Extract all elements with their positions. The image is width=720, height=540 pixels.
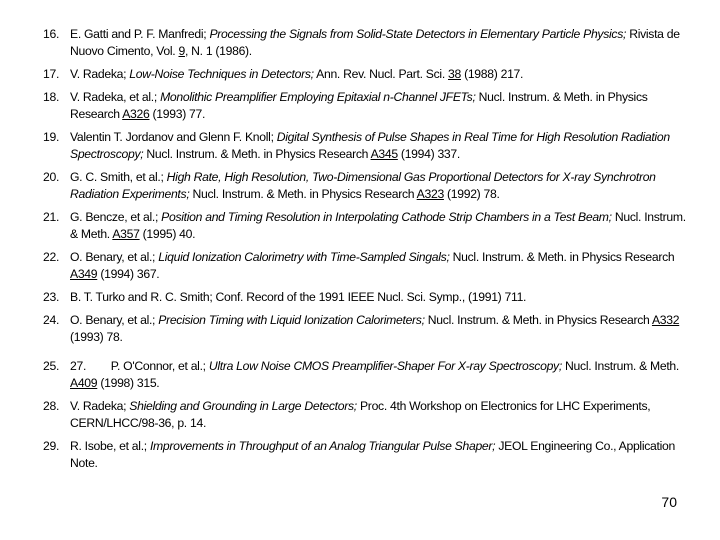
reference-number: 22. — [43, 250, 60, 264]
reference-item — [43, 209, 693, 243]
reference-number: 20. — [43, 170, 60, 184]
volume-number: 38 — [448, 67, 461, 81]
reference-item — [43, 358, 693, 392]
volume-number: A409 — [70, 376, 98, 390]
reference-item — [43, 438, 693, 472]
reference-segment: Nucl. Instrum. & Meth. in Physics Research — [143, 147, 371, 161]
reference-number: 18. — [43, 90, 60, 104]
reference-text — [70, 89, 693, 123]
reference-segment: O. Benary, et al.; — [70, 250, 159, 264]
reference-title: High Rate, High Resolution, Two-Dimensional Gas Proportional Detectors for X-ray Synchrotron Radiation Experiments; — [70, 170, 656, 201]
reference-segment: (1994) 367. — [97, 267, 160, 281]
reference-text — [70, 398, 693, 432]
reference-title: Shielding and Grounding in Large Detectors; — [129, 399, 357, 413]
reference-segment: V. Radeka, et al.; — [70, 90, 161, 104]
page-number: 70 — [661, 494, 677, 510]
reference-title: Liquid Ionization Calorimetry with Time-Sampled Singals; — [158, 250, 450, 264]
reference-segment: 27. P. O'Connor, et al.; — [70, 359, 209, 373]
reference-segment: G. C. Smith, et al.; — [70, 170, 167, 184]
reference-text — [70, 209, 693, 243]
reference-segment: (1988) 217. — [460, 67, 524, 81]
reference-title: Improvements in Throughput of an Analog Triangular Pulse Shaper; — [149, 439, 496, 453]
reference-segment: V. Radeka; — [70, 399, 130, 413]
reference-text — [70, 129, 693, 163]
reference-item — [43, 169, 693, 203]
reference-item — [43, 26, 693, 60]
reference-item — [43, 89, 693, 123]
reference-text — [70, 169, 693, 203]
reference-number: 17. — [43, 67, 60, 81]
reference-item — [43, 398, 693, 432]
reference-text — [70, 438, 693, 472]
reference-number: 19. — [43, 130, 60, 144]
reference-text — [70, 249, 693, 283]
reference-item — [43, 129, 693, 163]
reference-item — [43, 66, 693, 83]
reference-number: 25. — [43, 359, 60, 373]
reference-number: 29. — [43, 439, 60, 453]
reference-title: Monolithic Preamplifier Employing Epitaxial n-Channel JFETs; — [160, 90, 476, 104]
reference-segment: (1993) 78. — [70, 330, 123, 344]
reference-title: Low-Noise Techniques in Detectors; — [129, 67, 314, 81]
reference-text — [70, 312, 693, 346]
reference-segment: Valentin T. Jordanov and Glenn F. Knoll; — [70, 130, 277, 144]
reference-number: 16. — [43, 27, 60, 41]
reference-number: 21. — [43, 210, 60, 224]
reference-segment: (1992) 78. — [443, 187, 500, 201]
reference-segment: Nucl. Instrum. & Meth. — [561, 359, 679, 373]
volume-number: A332 — [651, 313, 680, 327]
volume-number: A345 — [370, 147, 398, 161]
reference-text — [70, 289, 693, 306]
reference-number: 23. — [43, 290, 60, 304]
reference-list — [43, 26, 693, 478]
reference-segment: Nucl. Instrum. & Meth. — [70, 210, 686, 241]
reference-item — [43, 249, 693, 283]
reference-title: Digital Synthesis of Pulse Shapes in Real Time for High Resolution Radiation Spectroscopy; — [70, 130, 670, 161]
reference-text — [70, 66, 693, 83]
reference-title: Processing the Signals from Solid-State Detectors in Elementary Particle Physics; — [209, 27, 627, 41]
reference-segment: V. Radeka; — [70, 67, 130, 81]
reference-text — [70, 358, 693, 392]
reference-segment: Nucl. Instrum. & Meth. in Physics Research — [449, 250, 675, 264]
reference-number: 24. — [43, 313, 60, 327]
reference-title: Ultra Low Noise CMOS Preamplifier-Shaper For X-ray Spectroscopy; — [208, 359, 562, 373]
reference-item — [43, 289, 693, 306]
reference-segment: Nucl. Instrum. & Meth. in Physics Research — [424, 313, 652, 327]
reference-segment: , N. 1 (1986). — [184, 44, 252, 58]
reference-segment: (1998) 315. — [97, 376, 160, 390]
volume-number: A349 — [70, 267, 98, 281]
reference-segment: Ann. Rev. Nucl. Part. Sci. — [313, 67, 449, 81]
reference-segment: Nucl. Instrum. & Meth. in Physics Research — [70, 90, 648, 121]
reference-segment: Proc. 4th Workshop on Electronics for LHC Experiments, CERN/LHCC/98-36, p. 14. — [70, 399, 651, 430]
reference-segment: (1995) 40. — [139, 227, 196, 241]
reference-segment: R. Isobe, et al.; — [70, 439, 150, 453]
reference-segment: Nucl. Instrum. & Meth. in Physics Research — [189, 187, 417, 201]
reference-text — [70, 26, 693, 60]
volume-number: A326 — [122, 107, 150, 121]
reference-title: Precision Timing with Liquid Ionization Calorimeters; — [158, 313, 425, 327]
volume-number: 9 — [178, 44, 185, 58]
reference-segment: (1993) 77. — [149, 107, 206, 121]
reference-segment: Rivista de Nuovo Cimento, Vol. — [70, 27, 680, 58]
reference-number: 28. — [43, 399, 60, 413]
reference-segment: E. Gatti and P. F. Manfredi; — [70, 27, 210, 41]
volume-number: A357 — [112, 227, 140, 241]
reference-segment: B. T. Turko and R. C. Smith; Conf. Record of the 1991 IEEE Nucl. Sci. Symp., (1991) 711. — [70, 290, 527, 304]
reference-item — [43, 312, 693, 346]
reference-segment: G. Bencze, et al.; — [70, 210, 162, 224]
reference-title: Position and Timing Resolution in Interpolating Cathode Strip Chambers in a Test Beam; — [161, 210, 612, 224]
reference-segment: JEOL Engineering Co., Application Note. — [70, 439, 675, 470]
volume-number: A323 — [416, 187, 444, 201]
reference-segment: O. Benary, et al.; — [70, 313, 159, 327]
reference-segment: (1994) 337. — [397, 147, 460, 161]
